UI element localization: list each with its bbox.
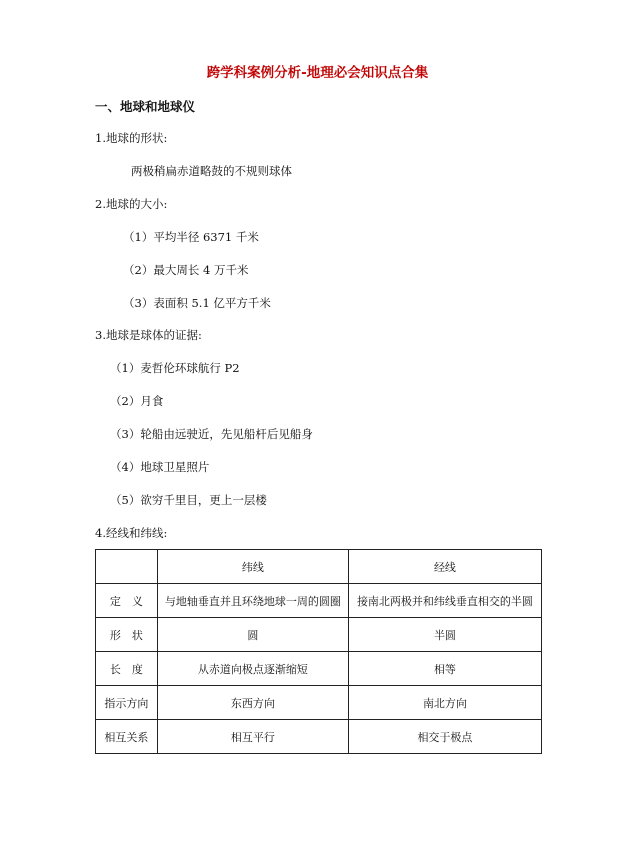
table-cell: 相等 [348, 652, 541, 686]
table-cell: 东西方向 [157, 686, 348, 720]
size-item: （3）表面积 5.1 亿平方千米 [123, 296, 271, 310]
table-header-row [96, 550, 542, 584]
table-cell: 接南北两极并和纬线垂直相交的半圆 [348, 584, 541, 618]
table-cell: 相互关系 [96, 720, 158, 754]
evidence-heading: 3.地球是球体的证据: [95, 328, 202, 342]
table-header-cell [96, 550, 158, 584]
section-heading: 一、地球和地球仪 [95, 99, 196, 114]
table-header-cell: 纬线 [157, 550, 348, 584]
table-cell: 定 义 [96, 584, 158, 618]
size-item: （1）平均半径 6371 千米 [123, 230, 259, 244]
table-row [96, 584, 542, 618]
table-cell: 指示方向 [96, 686, 158, 720]
table-cell: 相交于极点 [348, 720, 541, 754]
table-cell: 与地轴垂直并且环绕地球一周的圆圈 [157, 584, 348, 618]
size-heading: 2.地球的大小: [95, 197, 168, 211]
size-item: （2）最大周长 4 万千米 [123, 263, 249, 277]
table-cell: 圆 [157, 618, 348, 652]
table-cell: 南北方向 [348, 686, 541, 720]
latitude-longitude-table [95, 549, 542, 754]
table-cell: 从赤道向极点逐渐缩短 [157, 652, 348, 686]
evidence-item: （2）月食 [110, 394, 164, 408]
evidence-item: （4）地球卫星照片 [110, 460, 210, 474]
lines-heading: 4.经线和纬线: [95, 526, 168, 540]
table-row [96, 618, 542, 652]
table-row [96, 686, 542, 720]
evidence-item: （3）轮船由远驶近，先见船杆后见船身 [110, 427, 313, 441]
table-cell: 半圆 [348, 618, 541, 652]
shape-heading: 1.地球的形状: [95, 131, 168, 145]
evidence-item: （1）麦哲伦环球航行 P2 [110, 361, 240, 375]
table-header-cell: 经线 [348, 550, 541, 584]
table-row [96, 720, 542, 754]
table-cell: 形 状 [96, 618, 158, 652]
evidence-item: （5）欲穷千里目，更上一层楼 [110, 493, 267, 507]
table-row [96, 652, 542, 686]
table-cell: 长 度 [96, 652, 158, 686]
table-cell: 相互平行 [157, 720, 348, 754]
document-title: 跨学科案例分析-地理必会知识点合集 [206, 65, 429, 81]
shape-text: 两极稍扁赤道略鼓的不规则球体 [131, 164, 292, 178]
